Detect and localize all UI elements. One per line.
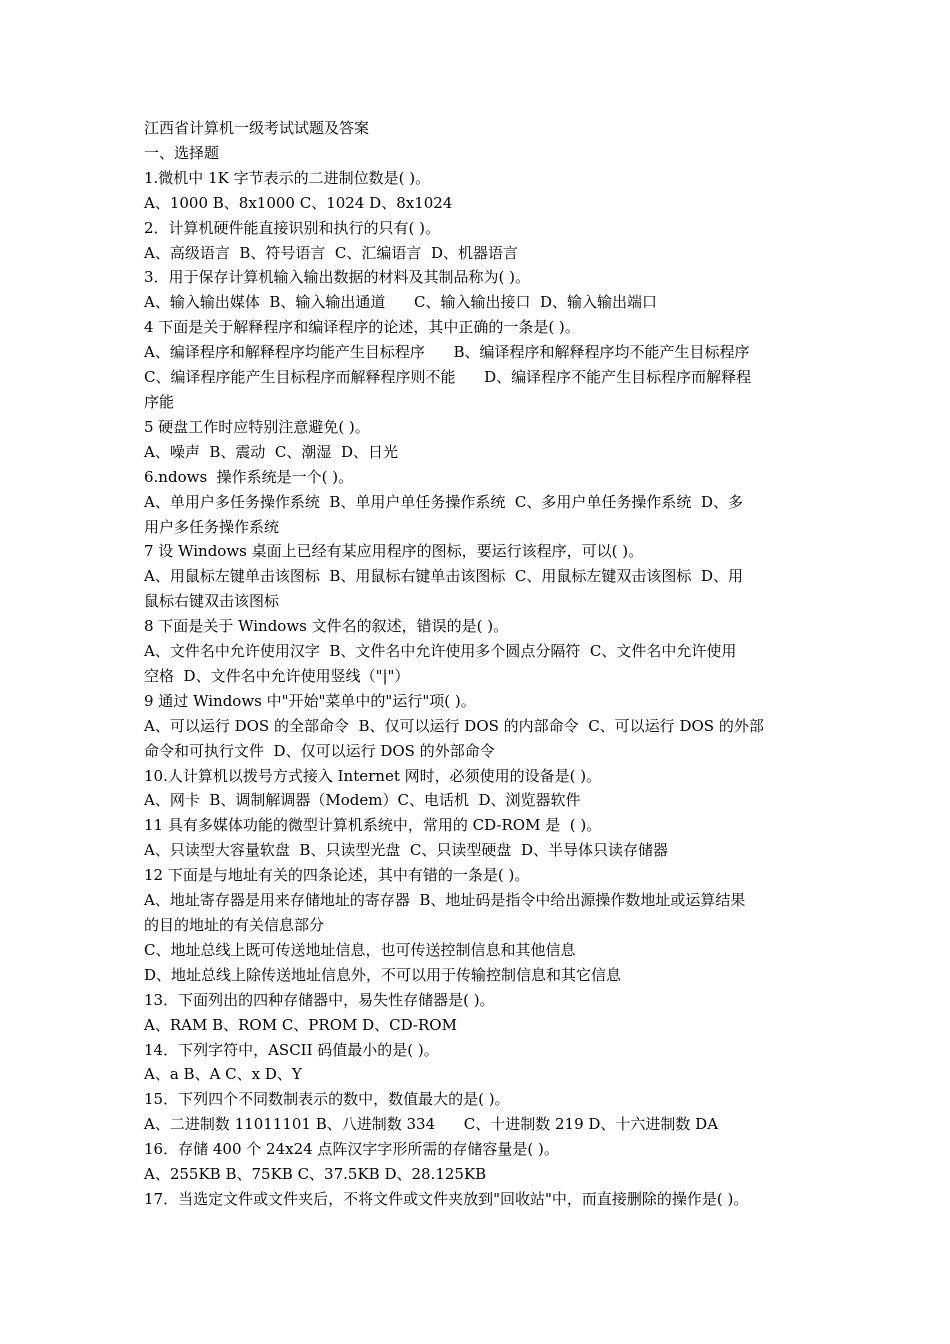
- text-line: 11 具有多媒体功能的微型计算机系统中，常用的 CD-ROM 是 ( )。: [144, 816, 602, 835]
- text-line: 17．当选定文件或文件夹后，不将文件或文件夹放到"回收站"中，而直接删除的操作是( )。: [144, 1189, 749, 1208]
- text-line: D、地址总线上除传送地址信息外，不可以用于传输控制信息和其它信息: [144, 965, 622, 984]
- text-line: 3．用于保存计算机输入输出数据的材料及其制品称为( )。: [144, 268, 531, 287]
- text-line: A、用鼠标左键单击该图标 B、用鼠标右键单击该图标 C、用鼠标左键双击该图标 D、用: [144, 567, 743, 586]
- text-line: 2．计算机硬件能直接识别和执行的只有( )。: [144, 218, 441, 237]
- text-line: 1.微机中 1K 字节表示的二进制位数是( )。: [144, 168, 431, 187]
- text-line: A、输入输出媒体 B、输入输出通道 C、输入输出接口 D、输入输出端口: [144, 293, 658, 312]
- text-line: A、高级语言 B、符号语言 C、汇编语言 D、机器语言: [144, 243, 518, 262]
- text-line: 的目的地址的有关信息部分: [144, 916, 325, 934]
- text-line: 一、选择题: [144, 143, 220, 162]
- text-line: A、噪声 B、震动 C、潮湿 D、日光: [144, 442, 398, 461]
- text-line: 7 设 Windows 桌面上已经有某应用程序的图标，要运行该程序，可以( )。: [144, 542, 644, 561]
- text-line: A、文件名中允许使用汉字 B、文件名中允许使用多个圆点分隔符 C、文件名中允许使用: [144, 642, 737, 661]
- text-line: A、1000 B、8x1000 C、1024 D、8x1024: [144, 193, 453, 212]
- text-line: A、可以运行 DOS 的全部命令 B、仅可以运行 DOS 的内部命令 C、可以运行 DOS 的外部: [144, 716, 764, 735]
- text-line: 10.人计算机以拨号方式接入 Internet 网时，必须使用的设备是( )。: [144, 766, 602, 785]
- text-line: A、只读型大容量软盘 B、只读型光盘 C、只读型硬盘 D、半导体只读存储器: [144, 841, 668, 860]
- text-line: 9 通过 Windows 中"开始"菜单中的"运行"项( )。: [144, 691, 476, 710]
- text-line: A、RAM B、ROM C、PROM D、CD-ROM: [144, 1015, 457, 1034]
- text-line: A、单用户多任务操作系统 B、单用户单任务操作系统 C、多用户单任务操作系统 D、多: [144, 492, 743, 511]
- text-line: 5 硬盘工作时应特别注意避免( )。: [144, 417, 370, 436]
- text-line: 序能: [144, 392, 175, 411]
- text-line: 4 下面是关于解释程序和编译程序的论述，其中正确的一条是( )。: [144, 318, 580, 337]
- text-line: 8 下面是关于 Windows 文件名的叙述，错误的是( )。: [144, 617, 509, 636]
- text-line: A、255KB B、75KB C、37.5KB D、28.125KB: [144, 1165, 487, 1184]
- text-line: 12 下面是与地址有关的四条论述，其中有错的一条是( )。: [144, 866, 530, 885]
- text-line: C、编译程序能产生目标程序而解释程序则不能 D、编译程序不能产生目标程序而解释程: [144, 368, 752, 387]
- text-line: A、二进制数 11011101 B、八进制数 334 C、十进制数 219 D、十六进制数 DA: [144, 1115, 719, 1134]
- text-line: 6.ndows 操作系统是一个( )。: [144, 467, 354, 486]
- text-line: 用户多任务操作系统: [144, 517, 280, 536]
- text-line: 16．存储 400 个 24x24 点阵汉字字形所需的存储容量是( )。: [144, 1140, 559, 1159]
- text-line: 鼠标右键双击该图标: [144, 592, 280, 611]
- text-line: A、地址寄存器是用来存储地址的寄存器 B、地址码是指令中给出源操作数地址或运算结果: [144, 891, 746, 910]
- text-line: C、地址总线上既可传送地址信息，也可传送控制信息和其他信息: [144, 940, 576, 959]
- document-body: [144, 116, 812, 1212]
- text-line: 空格 D、文件名中允许使用竖线（"|"）: [144, 666, 410, 685]
- text-line: A、编译程序和解释程序均能产生目标程序 B、编译程序和解释程序均不能产生目标程序: [144, 343, 750, 362]
- document-title: 江西省计算机一级考试试题及答案: [144, 119, 370, 137]
- text-line: A、网卡 B、调制解调器（Modem）C、电话机 D、浏览器软件: [144, 791, 581, 810]
- text-line: 15．下列四个不同数制表示的数中，数值最大的是( )。: [144, 1090, 510, 1109]
- text-line: 13．下面列出的四种存储器中，易失性存储器是( )。: [144, 990, 495, 1009]
- text-line: 14．下列字符中，ASCII 码值最小的是( )。: [144, 1040, 439, 1059]
- text-line: 命令和可执行文件 D、仅可以运行 DOS 的外部命令: [144, 741, 495, 760]
- text-line: A、a B、A C、x D、Y: [144, 1065, 302, 1084]
